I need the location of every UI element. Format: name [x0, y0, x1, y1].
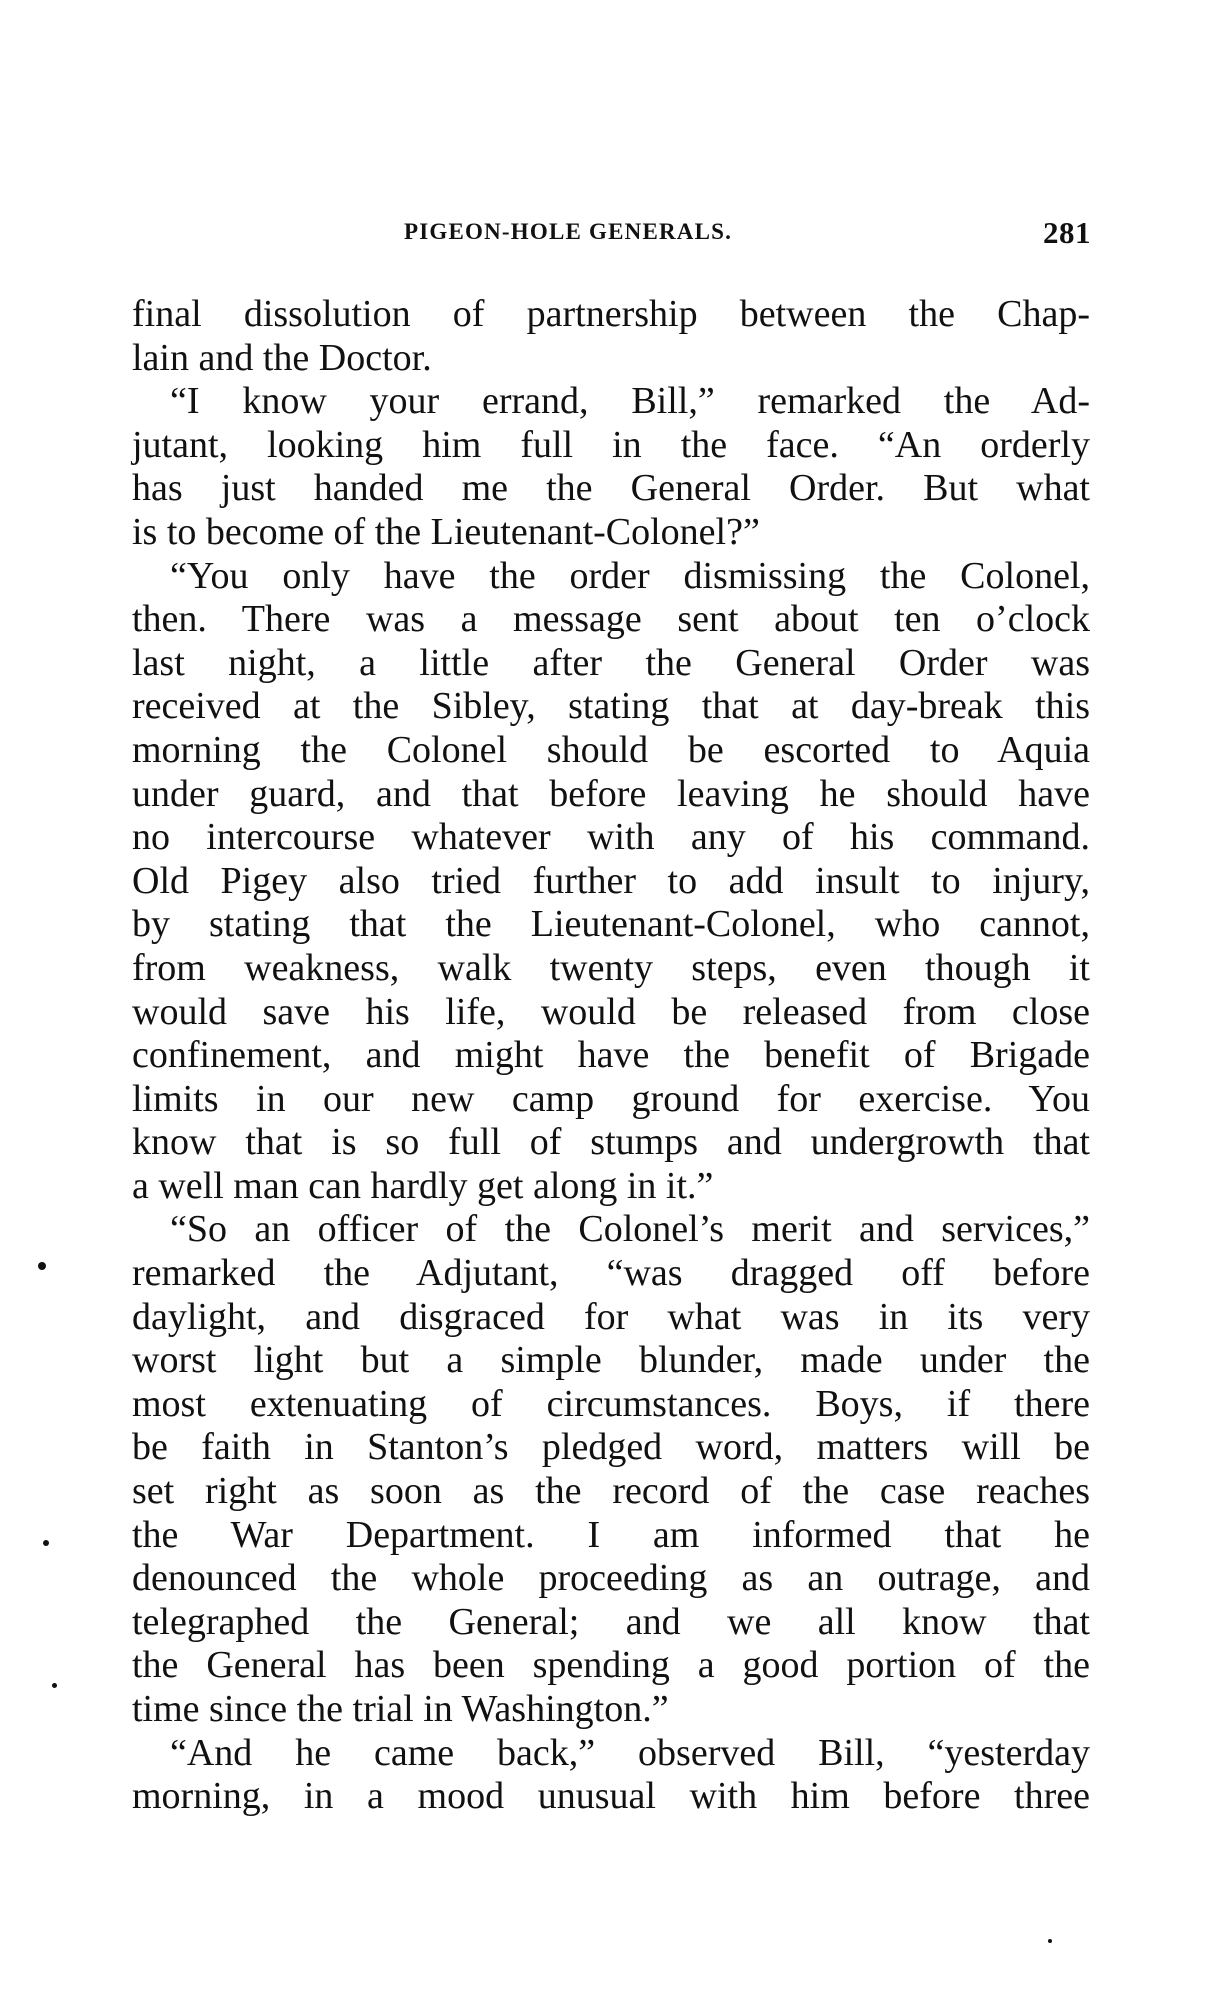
text-line: lain and the Doctor.	[132, 336, 432, 379]
text-line: received at the Sibley, stating that at day-break this	[132, 685, 1090, 728]
text-line: denounced the whole proceeding as an outrage, and	[132, 1557, 1090, 1600]
text-line: has just handed me the General Order. But what	[132, 467, 1090, 510]
text-line: under guard, and that before leaving he should have	[132, 772, 1090, 815]
text-line: then. There was a message sent about ten o’clock	[132, 598, 1090, 641]
text-line: know that is so full of stumps and undergrowth that	[132, 1121, 1090, 1164]
text-line: the General has been spending a good portion of the	[132, 1644, 1090, 1687]
text-line: “You only have the order dismissing the Colonel,	[170, 554, 1090, 597]
margin-speck	[43, 1540, 49, 1546]
text-line: morning the Colonel should be escorted to Aquia	[132, 728, 1090, 771]
text-line: a well man can hardly get along in it.”	[132, 1164, 714, 1207]
text-line: set right as soon as the record of the case reaches	[132, 1470, 1090, 1513]
text-line: confinement, and might have the benefit of Brigade	[132, 1034, 1090, 1077]
text-line: last night, a little after the General Order was	[132, 641, 1090, 684]
page-header	[404, 215, 1091, 259]
text-line: time since the trial in Washington.”	[132, 1688, 669, 1730]
text-line: telegraphed the General; and we all know that	[132, 1600, 1090, 1643]
text-line: most extenuating of circumstances. Boys, if there	[132, 1382, 1090, 1425]
text-line: “So an officer of the Colonel’s merit and services,”	[170, 1208, 1090, 1251]
page-number: 281	[1043, 215, 1091, 250]
text-line: final dissolution of partnership between the Chap-	[132, 293, 1090, 335]
body-text	[132, 293, 1090, 1819]
text-line: “I know your errand, Bill,” remarked the Ad-	[170, 380, 1090, 423]
text-line: the War Department. I am informed that he	[132, 1513, 1090, 1556]
text-line: by stating that the Lieutenant-Colonel, who cannot,	[132, 903, 1090, 946]
text-line: from weakness, walk twenty steps, even though it	[132, 946, 1090, 989]
text-line: jutant, looking him full in the face. “An orderly	[132, 423, 1090, 466]
text-line: Old Pigey also tried further to add insult to injury,	[132, 859, 1090, 902]
text-line: limits in our new camp ground for exercise. You	[132, 1077, 1090, 1120]
text-line: worst light but a simple blunder, made under the	[132, 1339, 1090, 1382]
text-line: no intercourse whatever with any of his command.	[132, 816, 1090, 859]
text-line: would save his life, would be released from close	[132, 990, 1090, 1033]
text-line: morning, in a mood unusual with him before three	[132, 1775, 1090, 1818]
margin-speck	[52, 1683, 57, 1688]
text-line: be faith in Stanton’s pledged word, matters will be	[132, 1426, 1090, 1469]
running-head: PIGEON-HOLE GENERALS.	[404, 219, 733, 244]
text-line: daylight, and disgraced for what was in its very	[132, 1295, 1090, 1338]
margin-speck	[38, 1262, 46, 1270]
margin-speck	[1048, 1939, 1052, 1943]
text-line: is to become of the Lieutenant-Colonel?”	[132, 510, 760, 553]
text-line: “And he came back,” observed Bill, “yesterday	[170, 1731, 1090, 1774]
text-line: remarked the Adjutant, “was dragged off before	[132, 1252, 1090, 1295]
